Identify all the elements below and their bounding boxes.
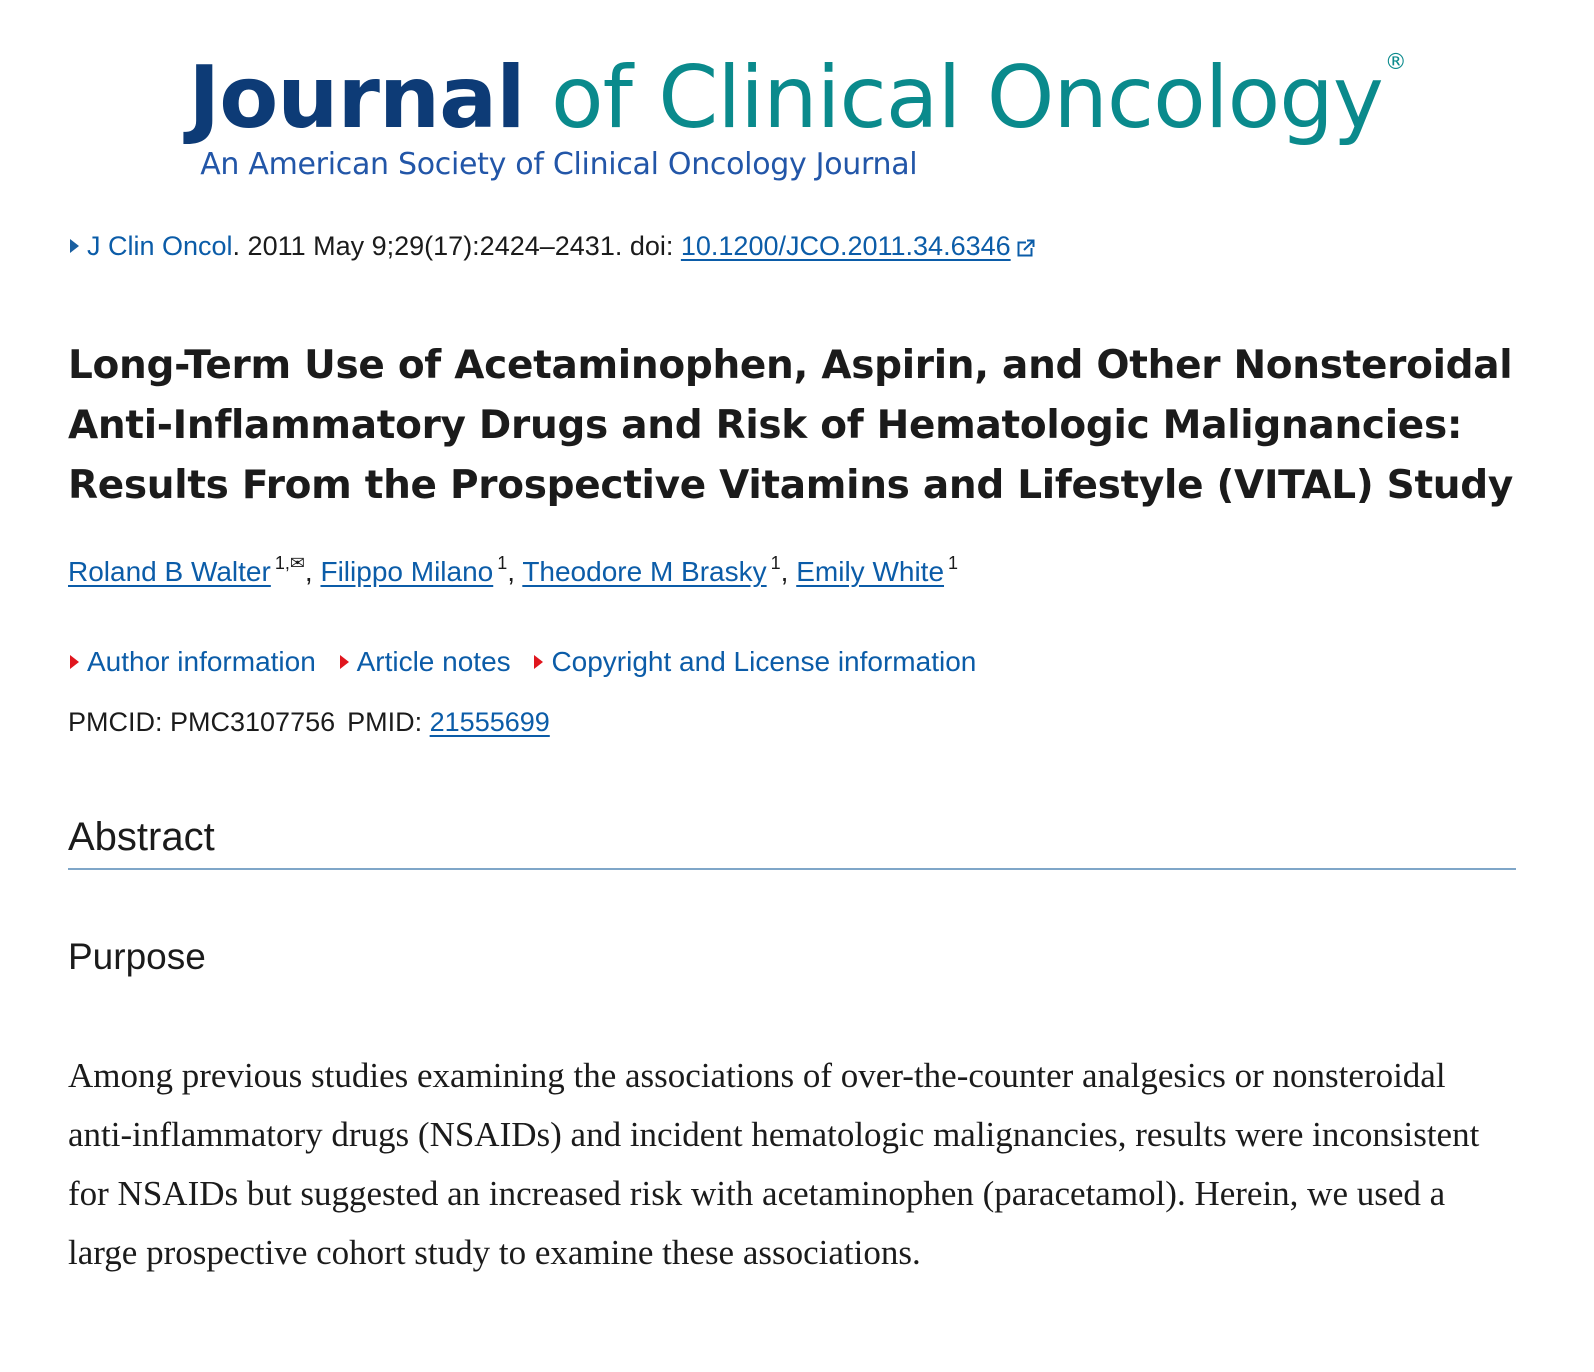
toggle-caret-icon — [70, 655, 79, 669]
author-separator: , — [507, 556, 523, 587]
toggle-label: Article notes — [356, 646, 511, 677]
citation-line — [70, 226, 1035, 266]
toggle-caret-icon — [534, 655, 543, 669]
author-list — [68, 552, 958, 592]
journal-abbrev-link[interactable]: J Clin Oncol — [87, 231, 233, 261]
doi-link[interactable]: 10.1200/JCO.2011.34.6346 — [680, 231, 1011, 261]
author-affiliation[interactable]: 1,✉ — [274, 553, 305, 573]
article-title: Long-Term Use of Acetaminophen, Aspirin, and Other Nonsteroidal Anti-Inflammatory Drugs and Risk of Hematologic Malignancies: Results From the Prospective Vitamins and Lifestyle (VITAL) Study — [68, 343, 1514, 508]
article-notes-toggle[interactable] — [340, 646, 511, 677]
pmcid: PMCID: PMC3107756 — [68, 707, 336, 737]
citation-details: . 2011 May 9;29(17):2424–2431. doi: — [232, 231, 681, 261]
author-affiliation[interactable]: 1 — [497, 553, 508, 573]
author-separator: , — [780, 556, 797, 587]
author-information-toggle[interactable] — [70, 646, 316, 677]
author-affiliation[interactable]: 1 — [770, 553, 781, 573]
purpose-paragraph: Among previous studies examining the associations of over-the-counter analgesics or nonsteroidal anti-inflammatory drugs (NSAIDs) and incident hematologic malignancies, results were inconsistent for NSAIDs but suggested an increased risk with acetaminophen (paracetamol). Herein, we used a large prospective cohort study to examine these associations. — [68, 1056, 1480, 1272]
copyright-license-toggle[interactable] — [534, 646, 976, 677]
toggle-caret-icon — [340, 655, 349, 669]
journal-logo[interactable] — [188, 14, 1406, 182]
toggle-label: Author information — [87, 646, 316, 677]
author-affiliation[interactable]: 1 — [948, 553, 959, 573]
article-ids — [68, 702, 550, 742]
journal-banner — [0, 14, 1594, 182]
toggle-label: Copyright and License information — [551, 646, 977, 677]
expand-caret-icon[interactable] — [70, 239, 79, 253]
author-separator: , — [304, 556, 321, 587]
author-link[interactable]: Roland B Walter — [68, 556, 271, 587]
section-divider — [68, 868, 1516, 870]
journal-title — [188, 14, 1406, 147]
info-toggles — [70, 642, 992, 682]
author-link[interactable]: Theodore M Brasky — [522, 556, 767, 587]
journal-subtitle: An American Society of Clinical Oncology Journal — [200, 147, 918, 182]
journal-title-bold: Journal — [188, 48, 525, 148]
author-link[interactable]: Filippo Milano — [320, 556, 494, 587]
author-link[interactable]: Emily White — [796, 556, 945, 587]
pmid-label: PMID: — [347, 707, 430, 737]
pmid-link[interactable]: 21555699 — [429, 707, 550, 737]
registered-mark: ® — [1384, 50, 1406, 75]
abstract-heading: Abstract — [68, 815, 215, 859]
external-link-icon[interactable] — [1017, 239, 1035, 257]
purpose-heading: Purpose — [68, 936, 206, 977]
journal-title-rest: of Clinical Oncology — [524, 48, 1383, 148]
